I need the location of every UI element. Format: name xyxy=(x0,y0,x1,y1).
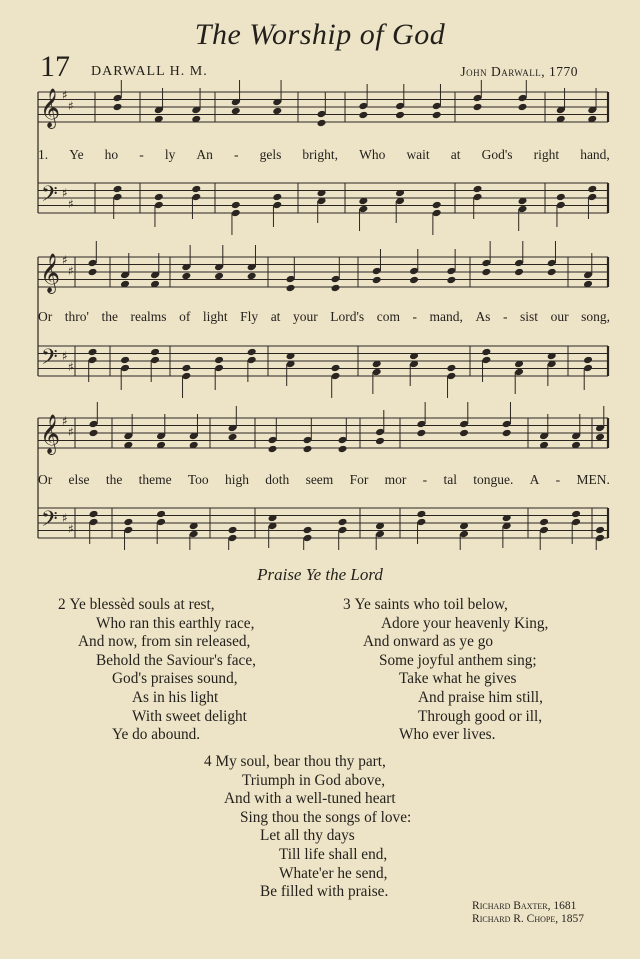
lyric-syllable: tal xyxy=(443,472,457,487)
lyric-syllable: else xyxy=(68,472,90,487)
note-head xyxy=(317,119,327,128)
note-head xyxy=(432,111,442,120)
note-head xyxy=(571,510,581,519)
lyric-syllable: light xyxy=(202,309,228,324)
lyric-syllable: of xyxy=(179,309,191,324)
bass-clef: 𝄢 xyxy=(41,345,58,375)
adapter-credit: Richard R. Chope, 1857 xyxy=(472,913,584,925)
note-head xyxy=(518,103,528,112)
lyric-syllable: our xyxy=(550,309,569,324)
note-head xyxy=(587,185,597,194)
sharp-sign: ♯ xyxy=(68,360,74,374)
lyric-syllable: Or xyxy=(38,309,53,324)
lyric-syllable: theme xyxy=(138,472,172,487)
lyric-syllable: 1. xyxy=(38,147,49,162)
verse-number: 4 xyxy=(204,753,212,770)
note-head xyxy=(502,429,512,438)
note-head xyxy=(123,518,133,527)
verse-line: And praise him still, xyxy=(418,688,543,706)
lyric-syllable: com xyxy=(376,309,400,324)
note-head xyxy=(539,518,549,527)
lyric-syllable: thro' xyxy=(64,309,89,324)
verse-line: And with a well-tuned heart xyxy=(224,790,396,808)
lyric-syllable: gels xyxy=(259,147,282,162)
verse-line: Ye saints who toil below, xyxy=(354,596,508,613)
treble-clef: 𝄞 xyxy=(40,253,61,293)
note-head xyxy=(88,348,98,357)
note-head xyxy=(286,352,296,361)
lyric-syllable: - xyxy=(422,472,428,487)
note-head xyxy=(231,201,241,210)
note-head xyxy=(268,514,278,523)
lyric-syllable: high xyxy=(224,472,249,487)
verse-line: Triumph in God above, xyxy=(242,771,386,789)
sharp-sign: ♯ xyxy=(68,522,74,536)
note-head xyxy=(409,276,419,285)
note-head xyxy=(473,103,483,112)
bass-clef: 𝄢 xyxy=(41,182,58,212)
lyric-syllable: An xyxy=(196,147,213,162)
verse-line: Some joyful anthem sing; xyxy=(379,651,537,669)
verse-line: And now, from sin released, xyxy=(78,633,251,651)
composer-credit: John Darwall, 1770 xyxy=(460,64,578,79)
note-head xyxy=(89,429,99,438)
lyric-syllable: Lord's xyxy=(330,309,365,324)
note-head xyxy=(191,185,201,194)
note-head xyxy=(303,445,313,454)
verse-line: Behold the Saviour's face, xyxy=(96,651,256,669)
lyric-syllable: - xyxy=(412,309,417,324)
lyric-syllable: right xyxy=(533,147,560,162)
lyric-syllable: mor xyxy=(384,472,407,487)
verse-4 xyxy=(204,753,411,902)
lyric-syllable: hand, xyxy=(580,147,610,162)
lyric-syllable: - xyxy=(555,472,561,487)
note-head xyxy=(331,364,341,373)
verse-line: Sing thou the songs of love: xyxy=(240,808,412,826)
lyric-syllable: Ye xyxy=(69,147,84,162)
note-head xyxy=(214,272,224,281)
note-head xyxy=(317,189,327,198)
author-credits xyxy=(472,900,584,926)
sharp-sign: ♯ xyxy=(62,88,68,102)
note-head xyxy=(432,201,442,210)
lyric-syllable: mand, xyxy=(429,309,463,324)
note-head xyxy=(286,284,296,293)
verse-line: With sweet delight xyxy=(132,707,247,725)
note-head xyxy=(473,185,483,194)
note-head xyxy=(416,429,426,438)
note-head xyxy=(416,510,426,519)
lyric-syllable: realms xyxy=(130,309,167,324)
note-head xyxy=(481,268,491,277)
note-head xyxy=(247,272,257,281)
note-head xyxy=(89,510,99,519)
note-head xyxy=(595,433,605,442)
verse-line: Let all thy days xyxy=(260,827,355,845)
verse-2 xyxy=(58,596,256,745)
note-head xyxy=(446,276,456,285)
lyric-syllable: at xyxy=(450,147,461,162)
lyric-syllable: wait xyxy=(406,147,430,162)
note-head xyxy=(113,185,123,194)
section-title: Praise Ye the Lord xyxy=(257,565,383,584)
note-head xyxy=(595,526,605,535)
note-head xyxy=(181,364,191,373)
sharp-sign: ♯ xyxy=(62,253,68,267)
lyric-line-1 xyxy=(38,147,610,163)
lyric-syllable: ly xyxy=(164,147,176,162)
lyric-syllable: ho xyxy=(104,147,119,162)
verse-line: As in his light xyxy=(132,688,219,706)
note-head xyxy=(272,107,282,116)
verse-number: 2 xyxy=(58,596,66,613)
lyric-syllable: As xyxy=(475,309,491,324)
note-head xyxy=(228,433,238,442)
lyric-syllable: Too xyxy=(187,472,209,487)
note-head xyxy=(156,510,166,519)
note-head xyxy=(446,364,456,373)
note-head xyxy=(120,356,130,365)
lyric-syllable: seem xyxy=(305,472,334,487)
verse-line: And onward as ye go xyxy=(363,633,493,651)
sharp-sign: ♯ xyxy=(62,511,68,525)
hymn-number: 17 xyxy=(40,50,70,83)
verse-number: 3 xyxy=(343,596,351,613)
verse-line: God's praises sound, xyxy=(112,670,238,688)
lyric-syllable: tongue. xyxy=(473,472,514,487)
note-head xyxy=(375,437,385,446)
note-head xyxy=(272,193,282,202)
note-head xyxy=(338,518,348,527)
lyric-syllable: sist xyxy=(520,309,539,324)
note-head xyxy=(150,348,160,357)
verse-line: Through good or ill, xyxy=(418,707,543,725)
lyric-syllable: For xyxy=(349,472,369,487)
note-head xyxy=(181,272,191,281)
lyric-syllable: Who xyxy=(359,147,386,162)
note-head xyxy=(372,276,382,285)
lyric-syllable: MEN. xyxy=(576,472,610,487)
author-credit: Richard Baxter, 1681 xyxy=(472,900,577,912)
lyric-syllable: your xyxy=(292,309,318,324)
verse-line: Be filled with praise. xyxy=(260,883,389,901)
sharp-sign: ♯ xyxy=(68,99,74,113)
lyric-syllable: - xyxy=(139,147,144,162)
note-head xyxy=(583,356,593,365)
tune-name: DARWALL H. M. xyxy=(91,64,208,79)
note-head xyxy=(231,107,241,116)
verse-line: Ye blessèd souls at rest, xyxy=(69,596,215,613)
note-head xyxy=(303,526,313,535)
lyric-line-2 xyxy=(38,309,610,325)
note-head xyxy=(514,268,524,277)
note-head xyxy=(481,348,491,357)
lyric-syllable: the xyxy=(101,309,118,324)
page-title: The Worship of God xyxy=(194,18,446,51)
sharp-sign: ♯ xyxy=(68,197,74,211)
note-head xyxy=(459,429,469,438)
verse-line: Till life shall end, xyxy=(279,845,388,863)
verse-line: Whate'er he send, xyxy=(279,864,388,882)
note-head xyxy=(395,111,405,120)
treble-clef: 𝄞 xyxy=(40,414,61,454)
bass-clef: 𝄢 xyxy=(41,507,58,537)
lyric-syllable: the xyxy=(105,472,123,487)
lyric-line-3 xyxy=(38,472,610,488)
sharp-sign: ♯ xyxy=(62,349,68,363)
sharp-sign: ♯ xyxy=(62,186,68,200)
lyric-syllable: doth xyxy=(265,472,290,487)
lyric-syllable: bright, xyxy=(302,147,339,162)
verse-line: Ye do abound. xyxy=(112,726,201,744)
verse-line: Take what he gives xyxy=(399,670,517,688)
lyric-syllable: - xyxy=(234,147,239,162)
note-head xyxy=(268,445,278,454)
note-head xyxy=(409,352,419,361)
note-head xyxy=(247,348,257,357)
lyric-syllable: song, xyxy=(581,309,610,324)
note-head xyxy=(358,111,368,120)
note-head xyxy=(547,352,557,361)
sharp-sign: ♯ xyxy=(68,425,74,439)
note-head xyxy=(228,526,238,535)
lyric-syllable: A xyxy=(529,472,540,487)
note-head xyxy=(556,193,566,202)
note-head xyxy=(214,356,224,365)
note-head xyxy=(338,445,348,454)
note-head xyxy=(113,103,123,112)
verse-line: Adore your heavenly King, xyxy=(381,614,549,632)
lyric-syllable: at xyxy=(270,309,281,324)
note-head xyxy=(395,189,405,198)
treble-clef: 𝄞 xyxy=(40,88,61,128)
verse-line: My soul, bear thou thy part, xyxy=(215,753,386,770)
verse-3 xyxy=(343,596,548,745)
note-head xyxy=(154,193,164,202)
note-head xyxy=(502,514,512,523)
note-head xyxy=(88,268,98,277)
lyric-syllable: - xyxy=(502,309,508,324)
note-head xyxy=(331,284,341,293)
lyric-syllable: Or xyxy=(38,472,53,487)
verse-line: Who ever lives. xyxy=(399,726,496,744)
sharp-sign: ♯ xyxy=(62,414,68,428)
lyric-syllable: God's xyxy=(481,147,513,162)
note-head xyxy=(547,268,557,277)
sharp-sign: ♯ xyxy=(68,264,74,278)
verse-line: Who ran this earthly race, xyxy=(96,614,255,632)
lyric-syllable: Fly xyxy=(240,309,259,324)
